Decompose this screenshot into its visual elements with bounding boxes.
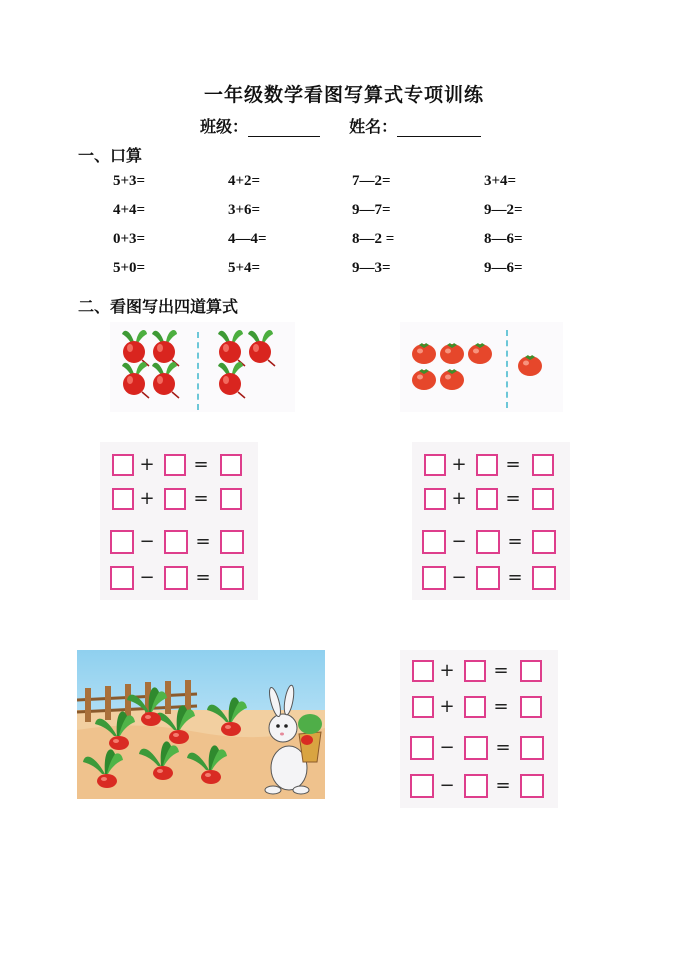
problem: 0+3= xyxy=(113,231,146,247)
answer-box[interactable] xyxy=(112,454,134,476)
operator: + xyxy=(451,454,467,475)
operator: + xyxy=(439,660,455,681)
operator: + xyxy=(139,488,155,509)
problem: 5+4= xyxy=(228,260,261,276)
answer-box[interactable] xyxy=(532,488,554,510)
answer-box[interactable] xyxy=(424,488,446,510)
answer-box[interactable] xyxy=(476,454,498,476)
section-1-heading: 一、口算 xyxy=(78,146,143,165)
group-divider xyxy=(197,332,199,410)
class-label: 班级： xyxy=(200,117,249,136)
group-divider xyxy=(506,330,508,408)
problem: 4+2= xyxy=(228,173,261,189)
equation-panel-radish xyxy=(100,442,258,600)
answer-box[interactable] xyxy=(532,530,556,554)
problem: 9—7= xyxy=(352,202,391,218)
equals-sign: = xyxy=(507,567,523,588)
equals-sign: = xyxy=(495,775,511,796)
answer-box[interactable] xyxy=(164,566,188,590)
tomato-picture xyxy=(400,322,563,412)
equals-sign: = xyxy=(195,531,211,552)
answer-box[interactable] xyxy=(532,454,554,476)
problem: 9—3= xyxy=(352,260,391,276)
answer-box[interactable] xyxy=(476,566,500,590)
answer-box[interactable] xyxy=(464,696,486,718)
section-2-heading: 二、看图写出四道算式 xyxy=(78,297,239,316)
answer-box[interactable] xyxy=(464,774,488,798)
problem: 9—6= xyxy=(484,260,523,276)
answer-box[interactable] xyxy=(422,566,446,590)
radish-picture-card xyxy=(110,322,295,412)
operator: + xyxy=(451,488,467,509)
equals-sign: = xyxy=(493,660,509,681)
problem: 4—4= xyxy=(228,231,267,247)
answer-box[interactable] xyxy=(412,660,434,682)
operator: + xyxy=(439,696,455,717)
answer-box[interactable] xyxy=(520,660,542,682)
answer-box[interactable] xyxy=(164,454,186,476)
answer-box[interactable] xyxy=(476,488,498,510)
name-label: 姓名： xyxy=(349,117,398,136)
equals-sign: = xyxy=(493,696,509,717)
answer-box[interactable] xyxy=(164,488,186,510)
answer-box[interactable] xyxy=(110,566,134,590)
answer-box[interactable] xyxy=(532,566,556,590)
operator: − xyxy=(139,567,155,588)
answer-box[interactable] xyxy=(520,774,544,798)
answer-box[interactable] xyxy=(476,530,500,554)
operator: − xyxy=(139,531,155,552)
operator: + xyxy=(139,454,155,475)
equals-sign: = xyxy=(193,454,209,475)
problem: 3+6= xyxy=(228,202,261,218)
answer-box[interactable] xyxy=(424,454,446,476)
problem: 7—2= xyxy=(352,173,391,189)
name-blank[interactable] xyxy=(397,120,481,137)
operator: − xyxy=(439,737,455,758)
problem: 9—2= xyxy=(484,202,523,218)
equals-sign: = xyxy=(505,488,521,509)
answer-box[interactable] xyxy=(164,530,188,554)
answer-box[interactable] xyxy=(412,696,434,718)
answer-box[interactable] xyxy=(410,774,434,798)
problem: 5+3= xyxy=(113,173,146,189)
operator: − xyxy=(439,775,455,796)
problem: 8—6= xyxy=(484,231,523,247)
worksheet-title: 一年级数学看图写算式专项训练 xyxy=(203,84,484,106)
answer-box[interactable] xyxy=(464,660,486,682)
answer-box[interactable] xyxy=(110,530,134,554)
answer-box[interactable] xyxy=(220,530,244,554)
problem: 8—2 = xyxy=(352,231,395,247)
problem: 3+4= xyxy=(484,173,517,189)
answer-box[interactable] xyxy=(220,454,242,476)
operator: − xyxy=(451,567,467,588)
operator: − xyxy=(451,531,467,552)
answer-box[interactable] xyxy=(220,488,242,510)
garden-illustration xyxy=(77,650,325,799)
equals-sign: = xyxy=(505,454,521,475)
problem: 4+4= xyxy=(113,202,146,218)
radish-picture xyxy=(110,322,295,412)
equals-sign: = xyxy=(193,488,209,509)
rabbit-garden-scene xyxy=(77,650,325,799)
equals-sign: = xyxy=(495,737,511,758)
answer-box[interactable] xyxy=(410,736,434,760)
tomato-picture-card xyxy=(400,322,563,412)
answer-box[interactable] xyxy=(422,530,446,554)
answer-box[interactable] xyxy=(220,566,244,590)
equals-sign: = xyxy=(195,567,211,588)
answer-box[interactable] xyxy=(520,736,544,760)
student-info xyxy=(200,114,481,137)
equation-panel-garden xyxy=(400,650,558,808)
equals-sign: = xyxy=(507,531,523,552)
problem: 5+0= xyxy=(113,260,146,276)
class-blank[interactable] xyxy=(248,120,320,137)
answer-box[interactable] xyxy=(112,488,134,510)
answer-box[interactable] xyxy=(464,736,488,760)
equation-panel-tomato xyxy=(412,442,570,600)
answer-box[interactable] xyxy=(520,696,542,718)
